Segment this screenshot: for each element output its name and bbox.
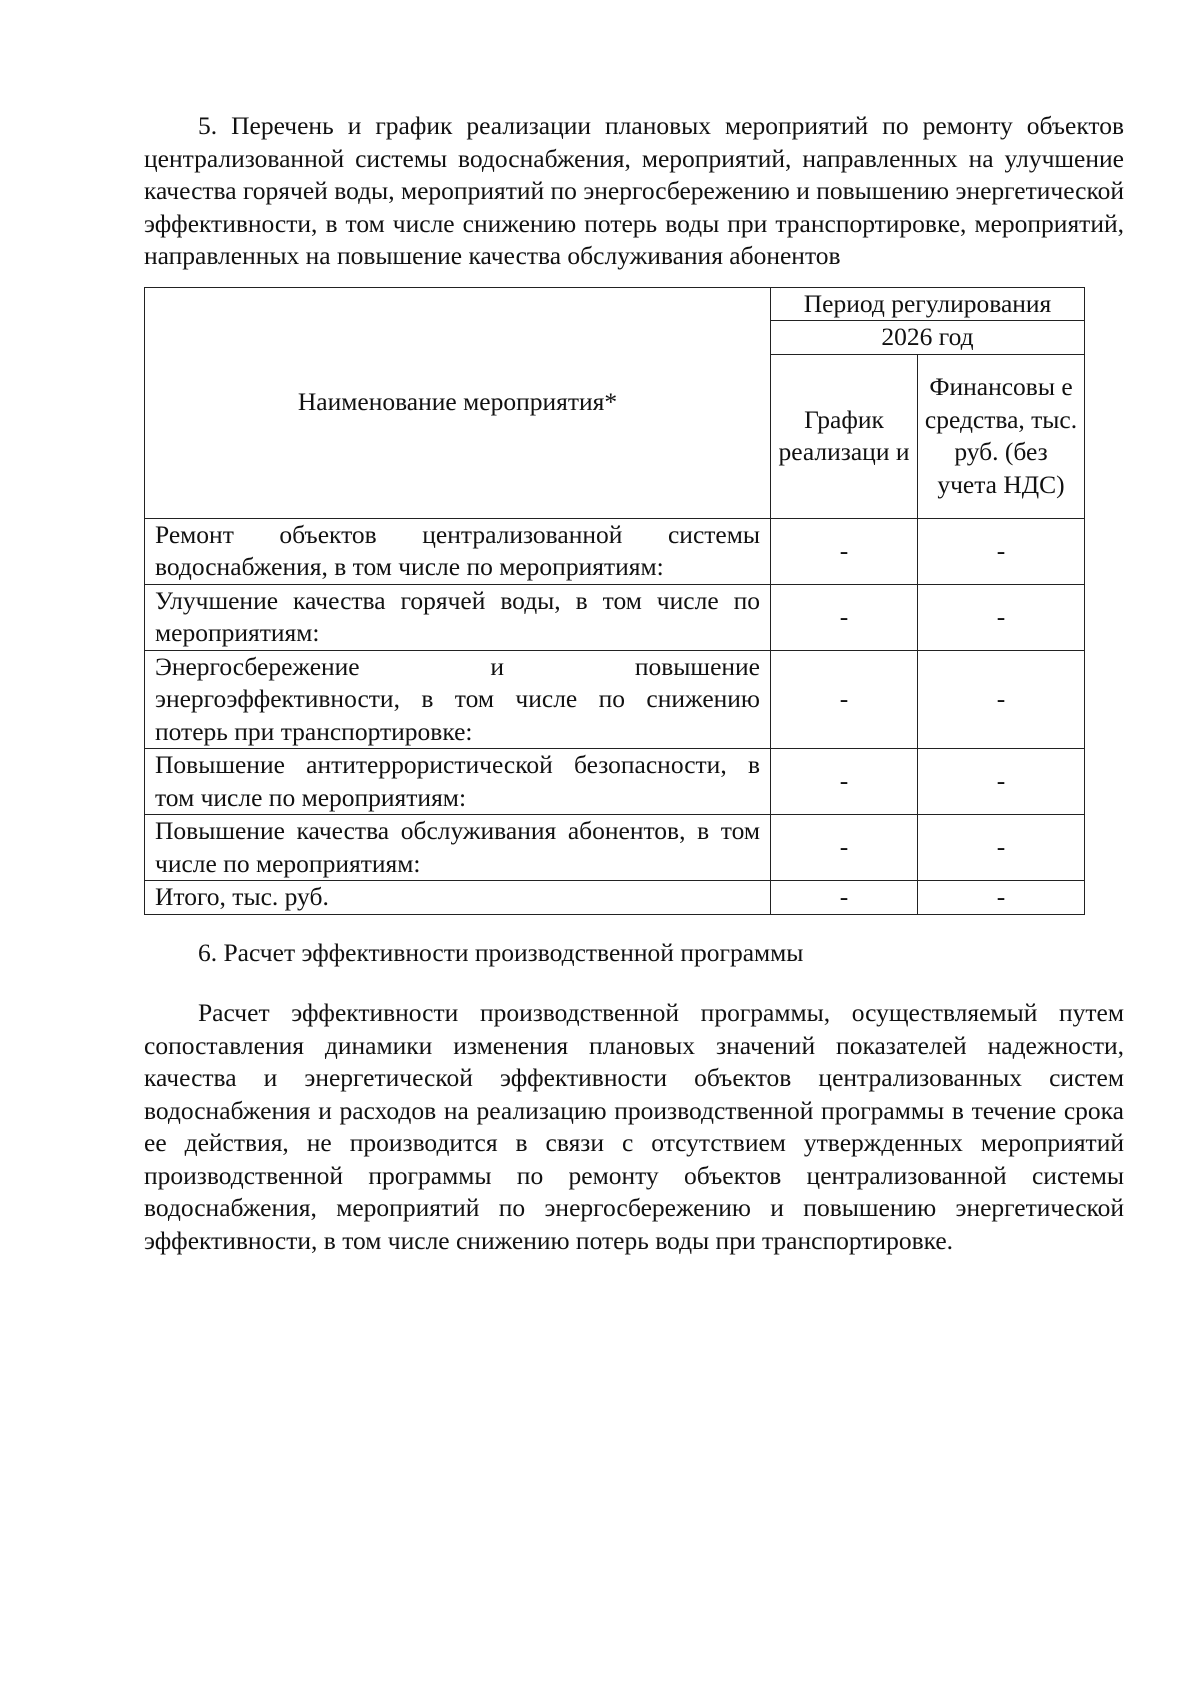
- header-finance: Финансовы е средства, тыс. руб. (без учета НДС): [918, 354, 1085, 518]
- row-schedule: -: [771, 749, 918, 815]
- header-period: Период регулирования: [771, 287, 1085, 321]
- section-5-title: 5. Перечень и график реализации плановых мероприятий по ремонту объектов централизованной системы водоснабжения, мероприятий, направленных на улучшение качества горячей воды, мероприятий по энергосбережению и повышению энергетической эффективности, в том числе снижению потерь воды при транспортировке, мероприятий, направленных на повышение качества обслуживания абонентов: [144, 111, 1124, 270]
- row-finance: -: [918, 815, 1085, 881]
- table-row: [145, 815, 1085, 881]
- row-name: Повышение антитеррористической безопасности, в том числе по мероприятиям:: [145, 749, 771, 815]
- header-schedule: График реализаци и: [771, 354, 918, 518]
- row-finance: -: [918, 749, 1085, 815]
- row-finance: -: [918, 518, 1085, 584]
- table-row: [145, 749, 1085, 815]
- row-name: Повышение качества обслуживания абонентов, в том числе по мероприятиям:: [145, 815, 771, 881]
- header-activity-name: Наименование мероприятия*: [145, 287, 771, 518]
- row-name: Улучшение качества горячей воды, в том числе по мероприятиям:: [145, 584, 771, 650]
- document-page: [144, 110, 1124, 1257]
- table-row: [145, 518, 1085, 584]
- table-row: [145, 584, 1085, 650]
- row-schedule: -: [771, 815, 918, 881]
- row-name: Ремонт объектов централизованной системы водоснабжения, в том числе по мероприятиям:: [145, 518, 771, 584]
- table-row: [145, 650, 1085, 749]
- row-finance: -: [918, 650, 1085, 749]
- row-schedule: -: [771, 881, 918, 915]
- row-name: Энергосбережение и повышение энергоэффективности, в том числе по снижению потерь при транспортировке:: [145, 650, 771, 749]
- table-row-total: [145, 881, 1085, 915]
- section-6-body: Расчет эффективности производственной программы, осуществляемый путем сопоставления динамики изменения плановых значений показателей надежности, качества и энергетической эффективности объектов централизованных систем водоснабжения и расходов на реализацию производственной программы в течение срока ее действия, не производится в связи с отсутствием утвержденных мероприятий производственной программы по ремонту объектов централизованной системы водоснабжения, мероприятий по энергосбережению и повышению энергетической эффективности, в том числе снижению потерь воды при транспортировке.: [144, 998, 1124, 1255]
- row-schedule: -: [771, 584, 918, 650]
- activities-table: [144, 287, 1085, 915]
- row-name: Итого, тыс. руб.: [145, 881, 771, 915]
- row-finance: -: [918, 584, 1085, 650]
- row-schedule: -: [771, 650, 918, 749]
- section-6-title: 6. Расчет эффективности производственной программы: [198, 937, 804, 967]
- header-year: 2026 год: [771, 321, 1085, 355]
- row-finance: -: [918, 881, 1085, 915]
- row-schedule: -: [771, 518, 918, 584]
